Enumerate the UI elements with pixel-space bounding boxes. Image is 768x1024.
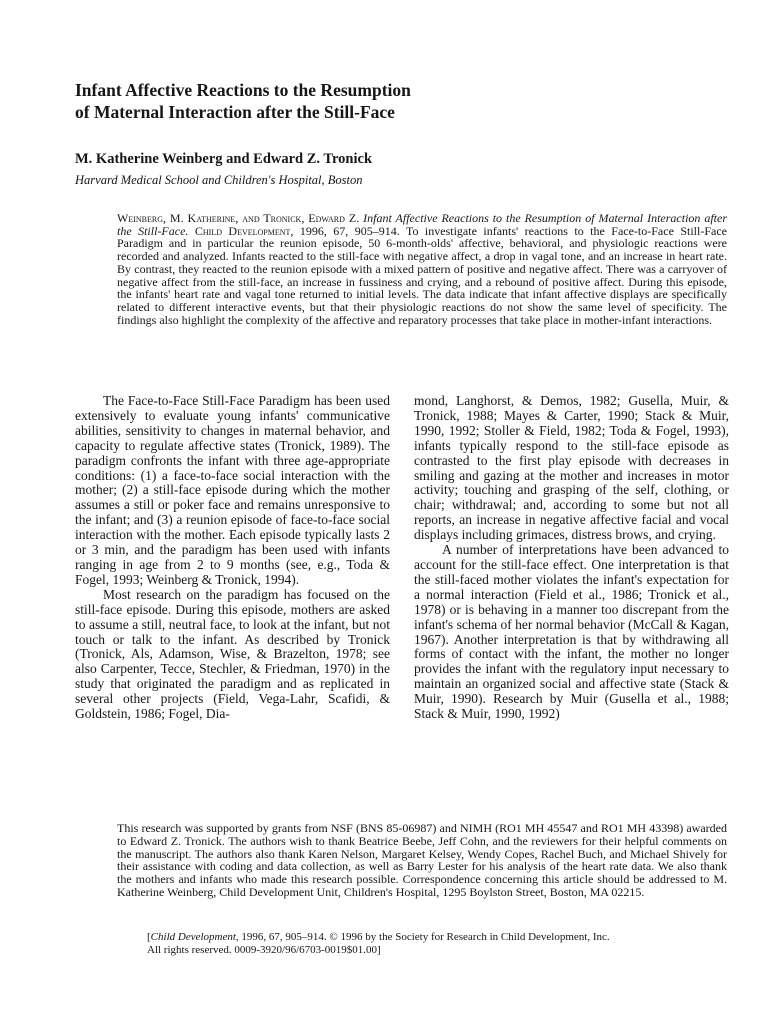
abstract	[117, 212, 727, 326]
author-affiliation: Harvard Medical School and Children's Hospital, Boston	[75, 173, 363, 187]
title-line-1: Infant Affective Reactions to the Resumption	[75, 80, 411, 100]
abstract-citation-journal: Child Development	[194, 223, 291, 238]
body-column-right	[414, 394, 729, 722]
title-line-2: of Maternal Interaction after the Still-Face	[75, 102, 395, 122]
copyright-bracket: [	[147, 931, 151, 943]
author-names: M. Katherine Weinberg and Edward Z. Tronick	[75, 151, 373, 167]
abstract-citation-authors: Weinberg, M. Katherine, and Tronick, Edward Z.	[117, 211, 360, 225]
acknowledgment-footnote: This research was supported by grants from NSF (BNS 85-06987) and NIMH (RO1 MH 45547 and RO1 MH 43398) awarded to Edward Z. Tronick. The authors wish to thank Beatrice Beebe, Jeff Cohn, and the reviewers for their helpful comments on the manuscript. The authors also thank Karen Nelson, Margaret Kelsey, Wendy Copes, Rachel Buch, and Michael Shively for their assistance with coding and data collection, as well as Barry Lester for his analysis of the heart rate data. We also thank the mothers and infants who made this research possible. Correspondence concerning this article should be addressed to M. Katherine Weinberg, Child Development Unit, Children's Hospital, 1295 Boylston Street, Boston, MA 02215.	[117, 821, 727, 899]
body-paragraph: A number of interpretations have been advanced to account for the still-face effect. One interpretation is that the still-faced mother violates the infant's expectation for a normal interaction (Field et al., 1986; Tronick et al., 1978) or is behaving in a manner too discrepant from the infant's schema of her normal behavior (McCall & Kagan, 1967). Another interpretation is that by withdrawing all forms of contact with the infant, the mother no longer provides the infant with the regulatory input necessary to maintain an organized social and affective state (Stack & Muir, 1990). Research by Muir (Gusella et al., 1988; Stack & Muir, 1990, 1992)	[414, 542, 729, 722]
abstract-citation-details: , 1996, 67, 905–914.	[290, 223, 400, 238]
copyright-line-2: All rights reserved. 0009-3920/96/6703-0019$01.00]	[147, 943, 381, 956]
body-column-left	[75, 394, 390, 722]
copyright-journal: Child Development	[150, 931, 236, 943]
body-paragraph: The Face-to-Face Still-Face Paradigm has been used extensively to evaluate young infants' communicative abilities, sensitivity to changes in maternal behavior, and capacity to regulate affective states (Tronick, 1989). The paradigm confronts the infant with three age-appropriate conditions: (1) a face-to-face social interaction with the mother; (2) a still-face episode during which the mother assumes a still or poker face and remains unresponsive to the infant; and (3) a reunion episode of face-to-face social interaction with the mother. Each episode typically lasts 2 or 3 min, and the paradigm has been used with infants ranging in age from 2 to 9 months (see, e.g., Toda & Fogel, 1993; Weinberg & Tronick, 1994).	[75, 393, 390, 587]
copyright-line-1: , 1996, 67, 905–914. © 1996 by the Society for Research in Child Development, Inc.	[235, 931, 610, 943]
article-title	[75, 79, 695, 123]
body-paragraph: Most research on the paradigm has focused on the still-face episode. During this episode, mothers are asked to assume a still, neutral face, to look at the infant, but not touch or talk to the infant. As described by Tronick (Tronick, Als, Adamson, Wise, & Brazelton, 1978; see also Carpenter, Tecce, Stechler, & Friedman, 1970) in the study that originated the paradigm and as replicated in several other projects (Field, Vega-Lahr, Scafidi, & Goldstein, 1986; Fogel, Dia-	[75, 586, 390, 722]
abstract-citation-title: Infant Affective Reactions to the Resumption of Maternal Interaction after the Still-Face.	[117, 211, 728, 238]
body-paragraph: mond, Langhorst, & Demos, 1982; Gusella, Muir, & Tronick, 1988; Mayes & Carter, 1990; Stack & Muir, 1990, 1992; Stoller & Field, 1982; Toda & Fogel, 1993), infants typically respond to the still-face episode as contrasted to the first play episode with decreases in smiling and gazing at the mother and increases in motor activity; touching and grasping of the self, clothing, or chair; withdrawal; and, according to some but not all reports, an increase in negative affective facial and vocal displays including grimaces, distress brows, and crying.	[414, 393, 729, 543]
abstract-body: To investigate infants' reactions to the Face-to-Face Still-Face Paradigm and in particular the reunion episode, 50 6-month-olds' affective, behavioral, and physiologic reactions were recorded and analyzed. Infants reacted to the still-face with negative affect, a drop in vagal tone, and an increase in heart rate. By contrast, they reacted to the reunion episode with a mixed pattern of positive and negative affect. There was a carryover of negative affect from the still-face, an increase in fussiness and crying, and a rebound of positive affect. During this episode, the infants' heart rate and vagal tone returned to initial levels. The data indicate that infant affective displays are specifically related to different interactive events, but that their physiologic reactions do not show the same level of specificity. The findings also highlight the complexity of the affective and reparatory processes that take place in mother-infant interactions.	[117, 223, 727, 327]
copyright-notice	[147, 931, 727, 957]
